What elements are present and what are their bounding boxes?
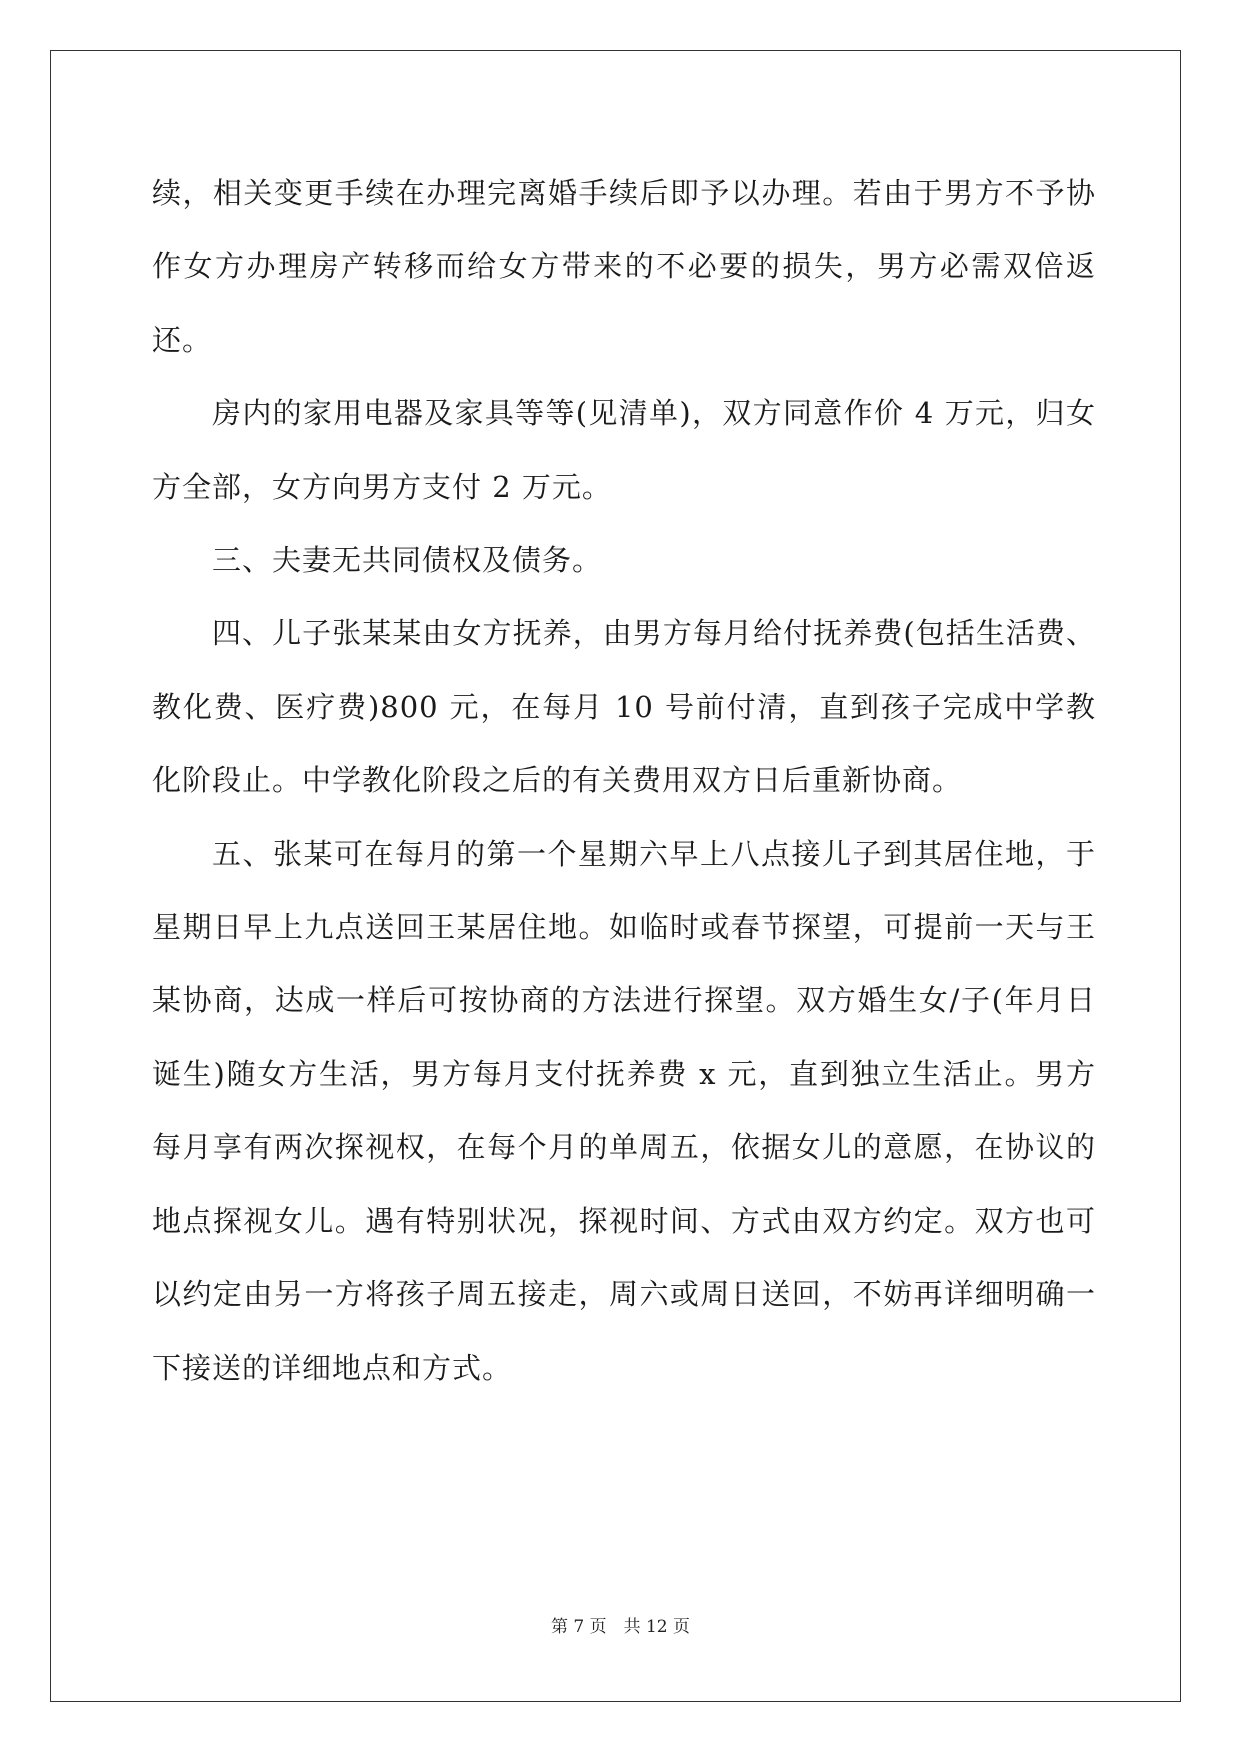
paragraph-child-custody: 四、儿子张某某由女方抚养，由男方每月给付抚养费(包括生活费、教化费、医疗费)800 元，在每月 10 号前付清，直到孩子完成中学教化阶段止。中学教化阶段之后的有关费用双方日后重新协商。 bbox=[152, 616, 1096, 798]
paragraph-property-transfer: 续，相关变更手续在办理完离婚手续后即予以办理。若由于男方不予协作女方办理房产转移而给女方带来的不必要的损失，男方必需双倍返还。 bbox=[152, 176, 1096, 357]
paragraph-visitation: 五、张某可在每月的第一个星期六早上八点接儿子到其居住地，于星期日早上九点送回王某居住地。如临时或春节探望，可提前一天与王某协商，达成一样后可按协商的方法进行探望。双方婚生女/子(年月日诞生)随女方生活，男方每月支付抚养费 x 元，直到独立生活止。男方每月享有两次探视权，在每个月的单周五，依据女儿的意愿，在协议的地点探视女儿。遇有特别状况，探视时间、方式由双方约定。双方也可以约定由另一方将孩子周五接走，周六或周日送回，不妨再详细明确一下接送的详细地点和方式。 bbox=[152, 836, 1096, 1385]
page-number: 第 7 页 共 12 页 bbox=[550, 1617, 691, 1637]
paragraph-debts: 三、夫妻无共同债权及债务。 bbox=[212, 543, 603, 578]
document-body bbox=[152, 157, 1096, 1405]
paragraph-household-items: 房内的家用电器及家具等等(见清单)，双方同意作价 4 万元，归女方全部，女方向男方支付 2 万元。 bbox=[152, 396, 1096, 504]
